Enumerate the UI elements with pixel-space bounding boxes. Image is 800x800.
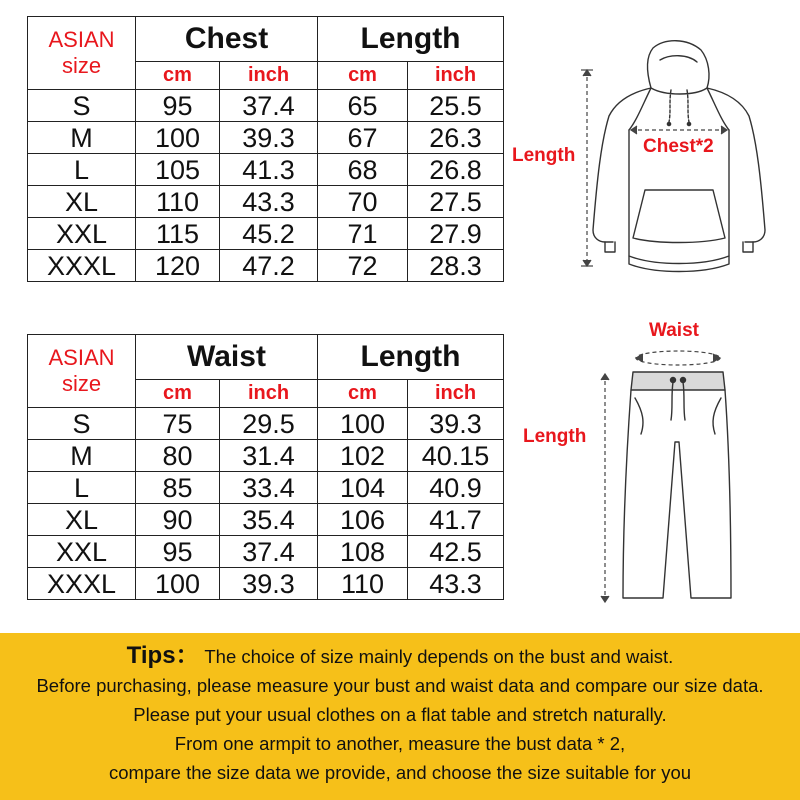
chest-inch-cell: 43.3 bbox=[220, 186, 318, 218]
table-row bbox=[28, 218, 504, 250]
table-row bbox=[28, 122, 504, 154]
length-cm-cell: 72 bbox=[318, 250, 408, 282]
tips-line-5: compare the size data we provide, and choose the size suitable for you bbox=[108, 762, 692, 783]
chest-inch-cell: 41.3 bbox=[220, 154, 318, 186]
unit-cm: cm bbox=[136, 62, 220, 90]
waist-cm-cell: 95 bbox=[136, 536, 220, 568]
tips-line-1 bbox=[0, 641, 800, 671]
waist-inch-cell: 37.4 bbox=[220, 536, 318, 568]
waist-cm-cell: 85 bbox=[136, 472, 220, 504]
length-header: Length bbox=[318, 335, 504, 380]
table-row bbox=[28, 440, 504, 472]
length-cm-cell: 100 bbox=[318, 408, 408, 440]
length-cm-cell: 102 bbox=[318, 440, 408, 472]
length-cm-cell: 106 bbox=[318, 504, 408, 536]
size-cell: L bbox=[28, 154, 136, 186]
size-cell: S bbox=[28, 408, 136, 440]
size-cell: XL bbox=[28, 186, 136, 218]
length-arrow-icon bbox=[601, 374, 609, 602]
length-cm-cell: 71 bbox=[318, 218, 408, 250]
tips-line-2: Before purchasing, please measure your bust and waist data and compare our size data. bbox=[36, 675, 764, 696]
length-header: Length bbox=[318, 17, 504, 62]
length-cm-cell: 67 bbox=[318, 122, 408, 154]
length-cm-cell: 65 bbox=[318, 90, 408, 122]
size-label: size bbox=[61, 371, 102, 396]
unit-inch: inch bbox=[220, 62, 318, 90]
chest-inch-cell: 45.2 bbox=[220, 218, 318, 250]
length-cm-cell: 108 bbox=[318, 536, 408, 568]
length-inch-cell: 28.3 bbox=[408, 250, 504, 282]
size-cell: XL bbox=[28, 504, 136, 536]
table-row bbox=[28, 408, 504, 440]
chest-label: Chest*2 bbox=[643, 136, 714, 157]
length-cm-cell: 110 bbox=[318, 568, 408, 600]
size-cell: XXXL bbox=[28, 250, 136, 282]
tips-line-3: Please put your usual clothes on a flat table and stretch naturally. bbox=[133, 704, 667, 725]
table-row bbox=[28, 250, 504, 282]
bottom-size-table bbox=[27, 334, 504, 600]
size-cell: L bbox=[28, 472, 136, 504]
length-inch-cell: 40.15 bbox=[408, 440, 504, 472]
tips-panel bbox=[0, 633, 800, 800]
size-cell: M bbox=[28, 440, 136, 472]
length-inch-cell: 27.9 bbox=[408, 218, 504, 250]
length-inch-cell: 41.7 bbox=[408, 504, 504, 536]
size-cell: S bbox=[28, 90, 136, 122]
size-cell: XXL bbox=[28, 218, 136, 250]
length-inch-cell: 25.5 bbox=[408, 90, 504, 122]
waist-inch-cell: 29.5 bbox=[220, 408, 318, 440]
table-row bbox=[28, 536, 504, 568]
waist-arrow-icon bbox=[636, 351, 720, 365]
length-inch-cell: 39.3 bbox=[408, 408, 504, 440]
table-row bbox=[28, 90, 504, 122]
waist-label: Waist bbox=[649, 320, 699, 341]
size-cell: M bbox=[28, 122, 136, 154]
pants-figure bbox=[515, 316, 785, 616]
chest-cm-cell: 110 bbox=[136, 186, 220, 218]
waist-cm-cell: 75 bbox=[136, 408, 220, 440]
tips-text-1: The choice of size mainly depends on the bust and waist. bbox=[204, 646, 674, 667]
length-cm-cell: 68 bbox=[318, 154, 408, 186]
table-row bbox=[28, 186, 504, 218]
chest-cm-cell: 100 bbox=[136, 122, 220, 154]
table-header-row bbox=[28, 335, 504, 380]
length-inch-cell: 26.3 bbox=[408, 122, 504, 154]
chest-inch-cell: 47.2 bbox=[220, 250, 318, 282]
waist-inch-cell: 39.3 bbox=[220, 568, 318, 600]
waist-inch-cell: 31.4 bbox=[220, 440, 318, 472]
length-arrow-icon bbox=[581, 70, 593, 266]
top-size-table bbox=[27, 16, 504, 282]
table-row bbox=[28, 472, 504, 504]
waist-inch-cell: 35.4 bbox=[220, 504, 318, 536]
waist-cm-cell: 90 bbox=[136, 504, 220, 536]
hoodie-length-label: Length bbox=[512, 145, 576, 166]
length-inch-cell: 26.8 bbox=[408, 154, 504, 186]
length-inch-cell: 27.5 bbox=[408, 186, 504, 218]
tips-title: Tips： bbox=[126, 642, 200, 669]
table-header-row bbox=[28, 17, 504, 62]
waist-inch-cell: 33.4 bbox=[220, 472, 318, 504]
unit-inch: inch bbox=[220, 380, 318, 408]
asian-label: ASIAN bbox=[48, 27, 115, 52]
length-cm-cell: 104 bbox=[318, 472, 408, 504]
unit-cm: cm bbox=[318, 62, 408, 90]
asian-size-header bbox=[28, 17, 136, 90]
table-row bbox=[28, 504, 504, 536]
length-inch-cell: 42.5 bbox=[408, 536, 504, 568]
table-row bbox=[28, 568, 504, 600]
unit-inch: inch bbox=[408, 62, 504, 90]
size-cell: XXXL bbox=[28, 568, 136, 600]
waist-cm-cell: 100 bbox=[136, 568, 220, 600]
unit-inch: inch bbox=[408, 380, 504, 408]
table-row bbox=[28, 154, 504, 186]
chest-cm-cell: 120 bbox=[136, 250, 220, 282]
chest-header: Chest bbox=[136, 17, 318, 62]
chest-inch-cell: 39.3 bbox=[220, 122, 318, 154]
unit-cm: cm bbox=[136, 380, 220, 408]
pants-illustration bbox=[515, 316, 785, 616]
asian-size-header bbox=[28, 335, 136, 408]
chest-inch-cell: 37.4 bbox=[220, 90, 318, 122]
length-cm-cell: 70 bbox=[318, 186, 408, 218]
tips-line-4: From one armpit to another, measure the bust data * 2, bbox=[174, 733, 626, 754]
size-cell: XXL bbox=[28, 536, 136, 568]
chest-cm-cell: 115 bbox=[136, 218, 220, 250]
chest-cm-cell: 105 bbox=[136, 154, 220, 186]
waist-cm-cell: 80 bbox=[136, 440, 220, 472]
length-inch-cell: 43.3 bbox=[408, 568, 504, 600]
asian-label: ASIAN bbox=[48, 345, 115, 370]
waist-header: Waist bbox=[136, 335, 318, 380]
pants-length-label: Length bbox=[523, 426, 587, 447]
hoodie-figure bbox=[505, 30, 790, 280]
length-inch-cell: 40.9 bbox=[408, 472, 504, 504]
unit-cm: cm bbox=[318, 380, 408, 408]
chest-arrow-icon bbox=[631, 126, 727, 134]
size-label: size bbox=[61, 53, 102, 78]
chest-cm-cell: 95 bbox=[136, 90, 220, 122]
